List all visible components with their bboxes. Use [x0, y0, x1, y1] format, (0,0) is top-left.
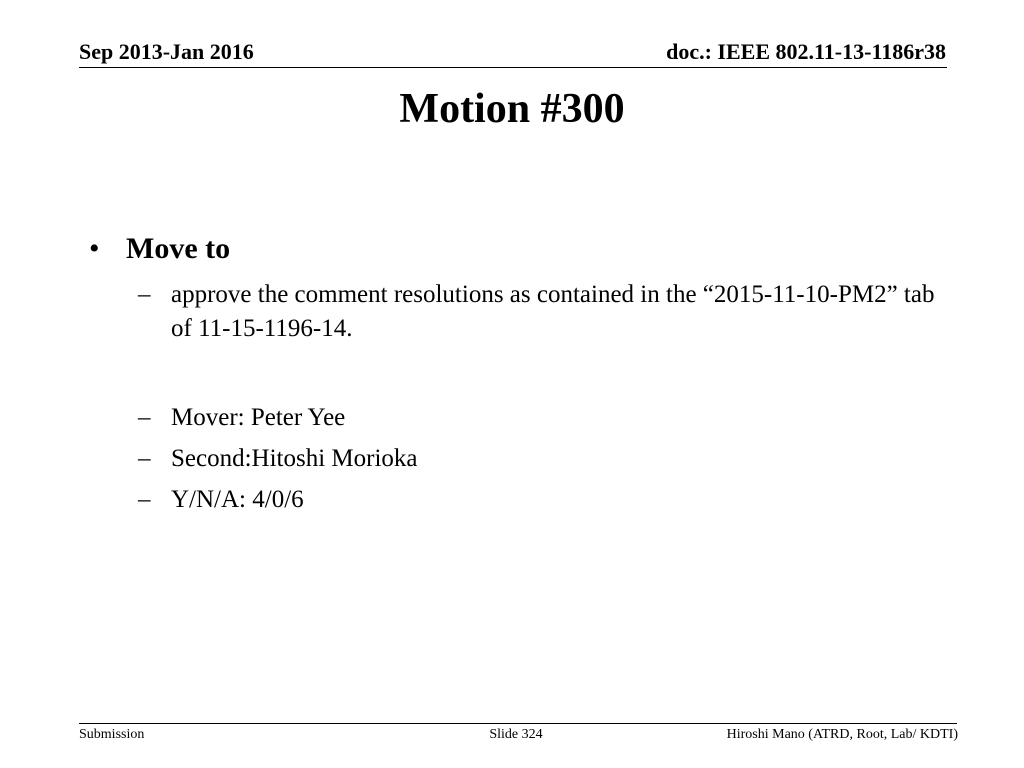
header-date-range: Sep 2013-Jan 2016: [79, 39, 254, 64]
footer-divider: [79, 723, 957, 724]
footer-submission: Submission: [79, 727, 145, 742]
sub-item-mover: [138, 401, 958, 435]
header-divider: [79, 67, 947, 68]
sub-item-text: Second:Hitoshi Morioka: [171, 445, 418, 472]
dash-icon: –: [138, 445, 151, 472]
sub-item-resolution: [138, 278, 958, 346]
sub-item-text: Y/N/A: 4/0/6: [171, 486, 304, 513]
header-doc-id: doc.: IEEE 802.11-13-1186r38: [666, 39, 946, 64]
bullet-text: Move to: [126, 232, 231, 265]
dash-icon: –: [138, 486, 151, 513]
bullet-icon: •: [89, 232, 100, 265]
sub-item-vote: [138, 483, 958, 517]
bullet-item-move-to: [89, 229, 230, 269]
sub-item-text: approve the comment resolutions as contained in the “2015-11-10-PM2” tab of 11-15-1196-14.: [171, 281, 935, 342]
dash-icon: –: [138, 404, 151, 431]
sub-item-second: [138, 442, 958, 476]
footer-author: Hiroshi Mano (ATRD, Root, Lab/ KDTI): [726, 727, 958, 742]
footer-slide-number: Slide 324: [489, 727, 543, 742]
dash-icon: –: [138, 281, 151, 308]
sub-item-text: Mover: Peter Yee: [171, 404, 346, 431]
slide-title: Motion #300: [399, 86, 625, 132]
